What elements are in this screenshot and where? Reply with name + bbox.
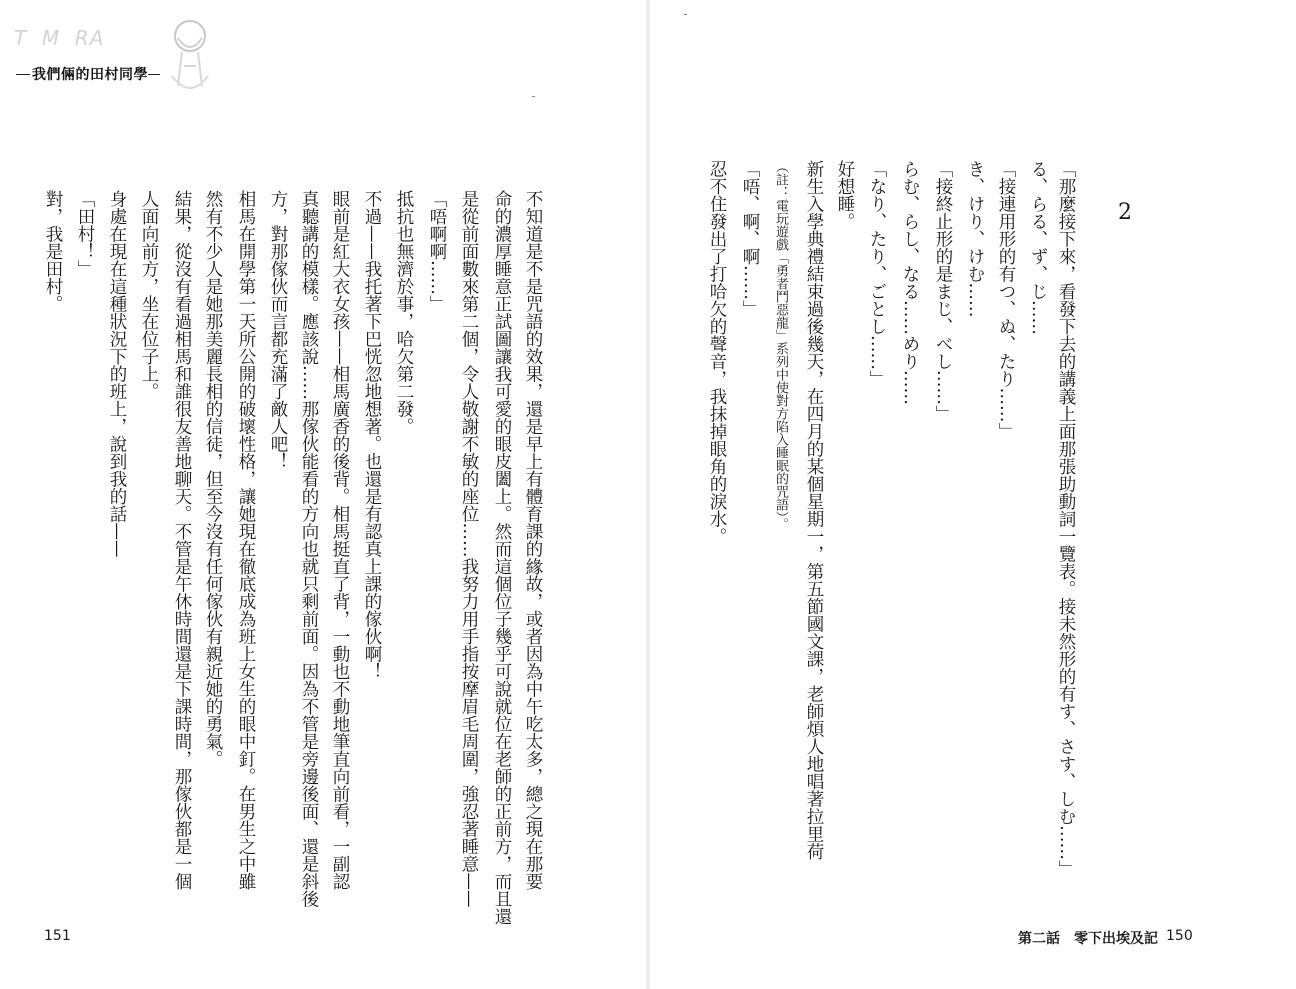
book-gutter: [646, 0, 650, 989]
text-column: 命的濃厚睡意正試圖讓我可愛的眼皮闔上。然而這個位子幾乎可說就位在老師的正前方，而且還: [492, 190, 512, 925]
text-column: 新生入學典禮結束過後幾天，在四月的某個星期一，第五節國文課，老師煩人地唱著拉里荷: [804, 160, 824, 860]
character-illustration-icon: [162, 16, 218, 100]
text-column: 「接連用形的有つ、ぬ、たり……」: [996, 160, 1016, 440]
logo-rule-right: [148, 74, 160, 75]
scan-speck: [684, 14, 687, 15]
text-column: 「唔、啊、啊……」: [740, 160, 760, 318]
page-number-left: 151: [44, 928, 71, 944]
text-column: 身處在現在這種狀況下的班上，說到我的話——: [107, 190, 127, 558]
text-column: 人面向前方，坐在位子上。: [139, 190, 159, 400]
text-column: 對，我是田村。: [43, 190, 63, 313]
series-title: 我們倆的田村同學: [32, 67, 148, 83]
text-column: 「那麼接下來，看發下去的講義上面那張助動詞一覽表。接未然形的有す、さす、しむ……」: [1056, 160, 1076, 878]
text-column: 抵抗也無濟於事，哈欠第二發。: [394, 190, 414, 435]
text-column: 相馬在開學第一天所公開的破壞性格，讓她現在徹底成為班上女生的眼中釘。在男生之中雖: [236, 190, 256, 890]
text-column: らむ、らし、なる……めり……: [900, 160, 920, 405]
text-column: 結果，從沒有看過相馬和誰很友善地聊天。不管是午休時間還是下課時間，那傢伙都是一個: [172, 190, 192, 890]
logo-ghost-lettering: T M RA: [14, 26, 105, 50]
text-column: 是從前面數來第二個，令人敬謝不敏的座位……我努力用手指按摩眉毛周圍，強忍著睡意——: [459, 190, 479, 908]
text-column: 「田村！」: [75, 190, 95, 278]
section-number: 2: [1118, 200, 1132, 225]
scan-speck: [532, 96, 535, 97]
text-column: 忍不住發出了打哈欠的聲音，我抹掉眼角的淚水。: [707, 160, 727, 545]
translator-note: （註：電玩遊戲「勇者鬥惡龍」系列中使對方陷入睡眠的咒語）。: [773, 160, 788, 531]
text-column: 「唔啊啊……」: [427, 190, 447, 313]
text-column: 「なり、たり、ごとし……」: [867, 160, 887, 388]
text-column: 方，對那傢伙而言都充滿了敵人吧！: [268, 190, 288, 470]
text-column: 好想睡。: [835, 160, 855, 230]
text-column: 真聽講的模樣。應該說……那傢伙能看的方向也就只剩前面。因為不管是旁邊後面、還是斜後: [299, 190, 319, 908]
text-column: 眼前是紅大衣女孩——相馬廣香的後背。相馬挺直了背，一動也不動地筆直向前看，一副認: [330, 190, 350, 890]
logo-rule-left: [16, 74, 30, 75]
chapter-label: 第二話 零下出埃及記: [1018, 931, 1158, 947]
text-column: る、らる、ず、じ……: [1028, 160, 1048, 335]
text-column: 然有不少人是她那美麗長相的信徒，但至今沒有任何傢伙有親近她的勇氣。: [203, 190, 223, 768]
text-column: 不過——我托著下巴恍忽地想著。也還是有認真上課的傢伙啊！: [362, 190, 382, 680]
text-column: 不知道是不是咒語的效果，還是早上有體育課的緣故，或者因為中午吃太多，總之現在那要: [523, 190, 543, 890]
series-logo: [14, 16, 214, 96]
text-column: 「接終止形的是まじ、べし……」: [933, 160, 953, 423]
page-number-right: 150: [1166, 928, 1193, 944]
text-column: き、けり、けむ……: [965, 160, 985, 318]
